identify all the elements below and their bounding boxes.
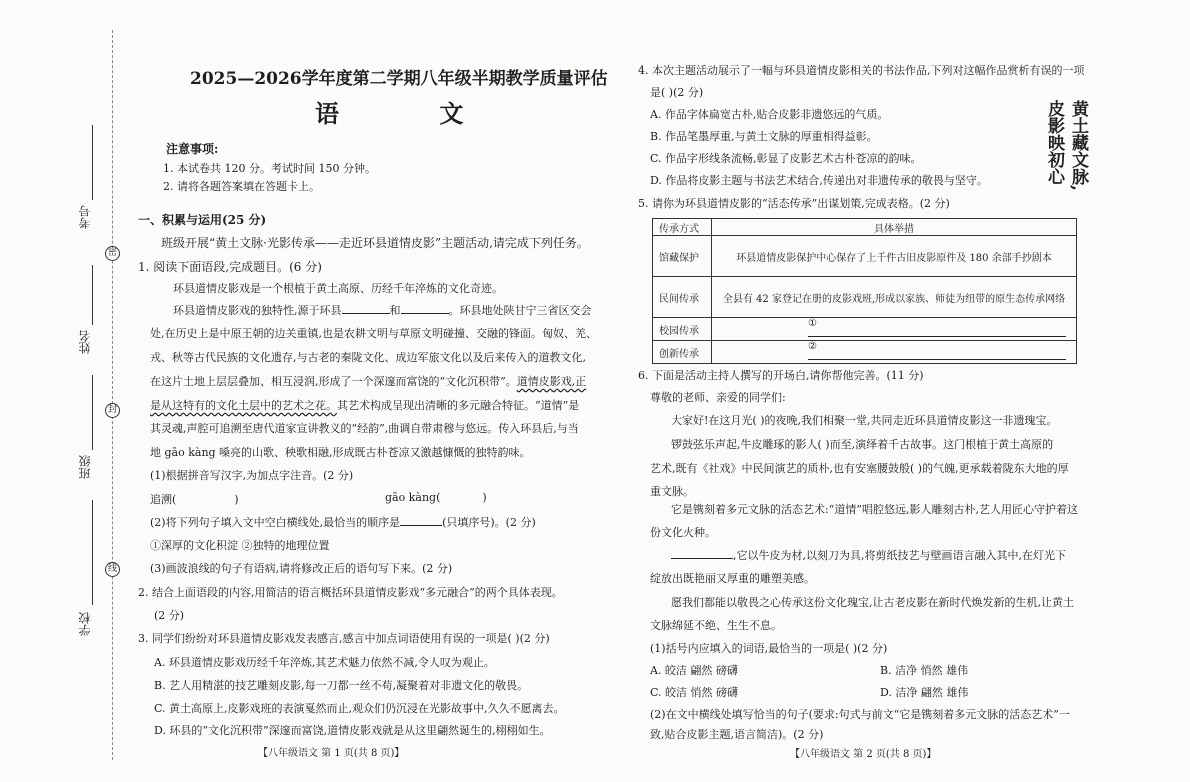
table-row xyxy=(653,277,1077,318)
q6-speech-line: 愿我们都能以敬畏之心传承这份文化瑰宝,让古老皮影在新时代焕发新的生机,让黄土 xyxy=(671,596,1074,609)
table-cell-answer-blank: ② xyxy=(712,341,1077,364)
table-cell-method: 创新传承 xyxy=(653,341,712,364)
q4-option-c: C. 作品字形线条流畅,彰显了皮影艺术古朴苍凉的韵味。 xyxy=(650,152,922,165)
table-row xyxy=(653,236,1077,277)
seal-mark-mi: 密 xyxy=(105,246,120,261)
calligraphy-line-2: 皮影映初心 xyxy=(1044,100,1064,185)
wavy-sentence: 道情皮影戏,正 xyxy=(516,375,587,388)
q5-stem: 5. 请你为环县道情皮影的“活态传承”出谋划策,完成表格。(2 分) xyxy=(638,197,950,210)
q1-sub1-answer-b: gāo kàng( ) xyxy=(385,491,487,504)
q6-speech-line: 重文脉。 xyxy=(650,485,694,498)
table-cell-method: 校园传承 xyxy=(653,318,712,341)
table-cell-method: 民间传承 xyxy=(653,277,712,318)
q3-stem: 3. 同学们纷纷对环县道情皮影戏发表感言,感言中加点词语使用有误的一项是( )(2 分) xyxy=(138,632,550,645)
q1-sub1: (1)根据拼音写汉字,为加点字注音。(2 分) xyxy=(150,469,354,482)
notice-heading: 注意事项: xyxy=(166,142,219,156)
q6-sub2: (2)在文中横线处填写恰当的句子(要求:句式与前文“它是镌刻着多元文脉的活态艺术”一 xyxy=(650,708,1070,721)
name-line xyxy=(92,265,93,325)
notice-item-1: 1. 本试卷共 120 分。考试时间 150 分钟。 xyxy=(163,162,376,175)
exam-number-line xyxy=(92,125,93,200)
binding-dashed-line xyxy=(112,30,113,760)
q4-option-d: D. 作品将皮影主题与书法艺术结合,传递出对非遗传承的敬畏与坚守。 xyxy=(650,174,988,187)
q1-passage-line: 其灵魂,声腔可追溯至唐代道家宣讲教义的“经韵”,曲调自带肃穆与悠远。传入环县后,与当 xyxy=(150,422,579,435)
q3-option-b: B. 艺人用精湛的技艺雕刻皮影,每一刀都一丝不苟,凝聚着对非遗文化的敬畏。 xyxy=(154,679,529,692)
q6-stem: 6. 下面是活动主持人撰写的开场白,请你帮他完善。(11 分) xyxy=(638,369,924,382)
table-cell-method: 馆藏保护 xyxy=(653,236,712,277)
q6-sub1-option-c: C. 皎洁 悄然 磅礴 xyxy=(650,686,739,699)
calligraphy-line-1: 黄土藏文脉, xyxy=(1068,100,1088,191)
footer-page-1: 【八年级语文 第 1 页(共 8 页)】 xyxy=(258,748,405,759)
seal-mark-xian: 线 xyxy=(105,562,120,577)
q1-sub2-options: ①深厚的文化积淀 ②独特的地理位置 xyxy=(150,539,330,552)
q3-option-d: D. 环县的“文化沉积带”深邃而富饶,道情皮影戏就是从这里翩然诞生的,栩栩如生。 xyxy=(154,724,551,737)
table-header-cell: 具体举措 xyxy=(712,219,1077,236)
q4-option-a: A. 作品字体扁宽古朴,贴合皮影非遗悠远的气质。 xyxy=(650,108,889,121)
section1-intro: 班级开展“黄土文脉·光影传承——走近环县道情皮影”主题活动,请完成下列任务。 xyxy=(161,236,589,250)
q1-passage-line: 在这片土地上层层叠加、相互浸润,形成了一个深邃而富饶的“文化沉积带”。道情皮影戏,正 xyxy=(150,375,587,388)
q1-passage-line: 环县道情皮影戏是一个根植于黄土高原、历经千年淬炼的文化奇迹。 xyxy=(173,282,503,295)
q1-sub2: (2)将下列句子填入文中空白横线处,最恰当的顺序是 (只填序号)。(2 分) xyxy=(150,516,536,529)
subject-title: 语 文 xyxy=(315,99,510,128)
q2-score: (2 分) xyxy=(154,609,185,622)
q6-speech-line: ,它以牛皮为材,以刻刀为具,将剪纸技艺与壁画语言融入其中,在灯光下 xyxy=(671,547,1066,563)
school-label: 学校 xyxy=(78,612,92,636)
q3-option-a: A. 环县道情皮影戏历经千年淬炼,其艺术魅力依然不减,令人叹为观止。 xyxy=(154,656,495,669)
q6-sub1-option-a: A. 皎洁 翩然 磅礴 xyxy=(650,664,738,677)
footer-page-2: 【八年级语文 第 2 页(共 8 页)】 xyxy=(790,749,937,760)
q6-greeting: 尊敬的老师、亲爱的同学们: xyxy=(650,391,786,404)
q6-speech-line: 大家好!在这月光( )的夜晚,我们相聚一堂,共同走近环县道情皮影这一非遗瑰宝。 xyxy=(671,414,1058,427)
table-row xyxy=(653,318,1077,341)
exam-number-label: 考号 xyxy=(78,205,92,229)
q1-sub3: (3)画波浪线的句子有语病,请将修改正后的语句写下来。(2 分) xyxy=(150,562,453,575)
q1-passage-line: 处,在历史上是中原王朝的边关重镇,也是农耕文明与草原文明碰撞、交融的锋面。匈奴、羌、 xyxy=(150,327,597,340)
notice-item-2: 2. 请将各题答案填在答题卡上。 xyxy=(163,180,320,193)
q1-passage-line: 是从这特有的文化土层中的艺术之花。其艺术构成呈现出清晰的多元融合特征。“道情”是 xyxy=(150,399,580,412)
q4-stem: 4. 本次主题活动展示了一幅与环县道情皮影相关的书法作品,下列对这幅作品赏析有误的一项 xyxy=(638,64,1085,77)
table-cell-answer-blank: ① xyxy=(712,318,1077,341)
wavy-sentence: 是从这特有的文化土层中的艺术之花。 xyxy=(150,399,337,412)
table-header-cell: 传承方式 xyxy=(653,219,712,236)
class-label: 班级 xyxy=(78,455,92,479)
q6-speech-line: 绽放出既艳丽又厚重的雕塑美感。 xyxy=(650,572,815,585)
class-line xyxy=(92,375,93,450)
q6-speech-line: 它是镌刻着多元文脉的活态艺术:“道情”唱腔悠远,影人雕刻古朴,艺人用匠心守护着这 xyxy=(671,503,1078,516)
q1-sub1-answer-a: 追溯( ) xyxy=(150,493,239,506)
q6-speech-line: 艺术,既有《社戏》中民间演艺的质朴,也有安塞腰鼓般( )的气魄,更承载着陇东大地的厚 xyxy=(650,462,1069,475)
table-cell-measure: 环县道情皮影保护中心保存了上千件古旧皮影原件及 180 余部手抄剧本 xyxy=(712,236,1077,277)
q2-stem: 2. 结合上面语段的内容,用简洁的语言概括环县道情皮影戏“多元融合”的两个具体表现。 xyxy=(138,586,563,599)
q1-stem: 1. 阅读下面语段,完成题目。(6 分) xyxy=(138,260,322,274)
q6-speech-line: 锣鼓弦乐声起,牛皮雕琢的影人( )而至,演绎着千古故事。这门根植于黄土高原的 xyxy=(671,438,1054,451)
table-cell-measure: 全县有 42 家登记在册的皮影戏班,形成以家族、师徒为纽带的原生态传承网络 xyxy=(712,277,1077,318)
q1-passage-line: 戎、秋等古代民族的文化遗存,与古老的秦陇文化、成边军旅文化以及后来传入的道教文化, xyxy=(150,351,586,364)
q6-sub1: (1)括号内应填入的词语,最恰当的一项是( )(2 分) xyxy=(650,642,888,655)
seal-mark-feng: 封 xyxy=(105,403,120,418)
q1-passage-line: 环县道情皮影戏的独特性,源于环县 和 。环县地处陕甘宁三省区交会 xyxy=(173,304,592,317)
q6-sub2-cont: 致,贴合皮影主题,语言简洁)。(2 分) xyxy=(650,728,824,741)
q6-speech-line: 文脉绵延不绝、生生不息。 xyxy=(650,619,782,632)
exam-title: 2025—2026学年度第二学期八年级半期教学质量评估 xyxy=(190,69,608,89)
q5-plan-table xyxy=(652,218,1077,364)
q4-stem-cont: 是( )(2 分) xyxy=(650,86,704,99)
q1-passage-line: 地 gāo kàng 嗓亮的山歌、秧歌相融,形成既古朴苍凉又激越慷慨的独特韵味。 xyxy=(150,446,531,459)
q4-option-b: B. 作品笔墨厚重,与黄土文脉的厚重相得益彰。 xyxy=(650,130,878,143)
q3-option-c: C. 黄土高原上,皮影戏班的表演戛然而止,观众们仍沉浸在光影故事中,久久不愿离去。 xyxy=(154,702,565,715)
q6-sub1-option-d: D. 洁净 翩然 雄伟 xyxy=(880,686,969,699)
q6-speech-line: 份文化火种。 xyxy=(650,526,716,539)
school-line xyxy=(92,500,93,605)
section1-heading: 一、积累与运用(25 分) xyxy=(138,213,267,227)
table-header-row xyxy=(653,219,1077,236)
table-row xyxy=(653,341,1077,364)
q6-sub1-option-b: B. 洁净 悄然 雄伟 xyxy=(880,664,969,677)
name-label: 姓名 xyxy=(78,330,92,354)
